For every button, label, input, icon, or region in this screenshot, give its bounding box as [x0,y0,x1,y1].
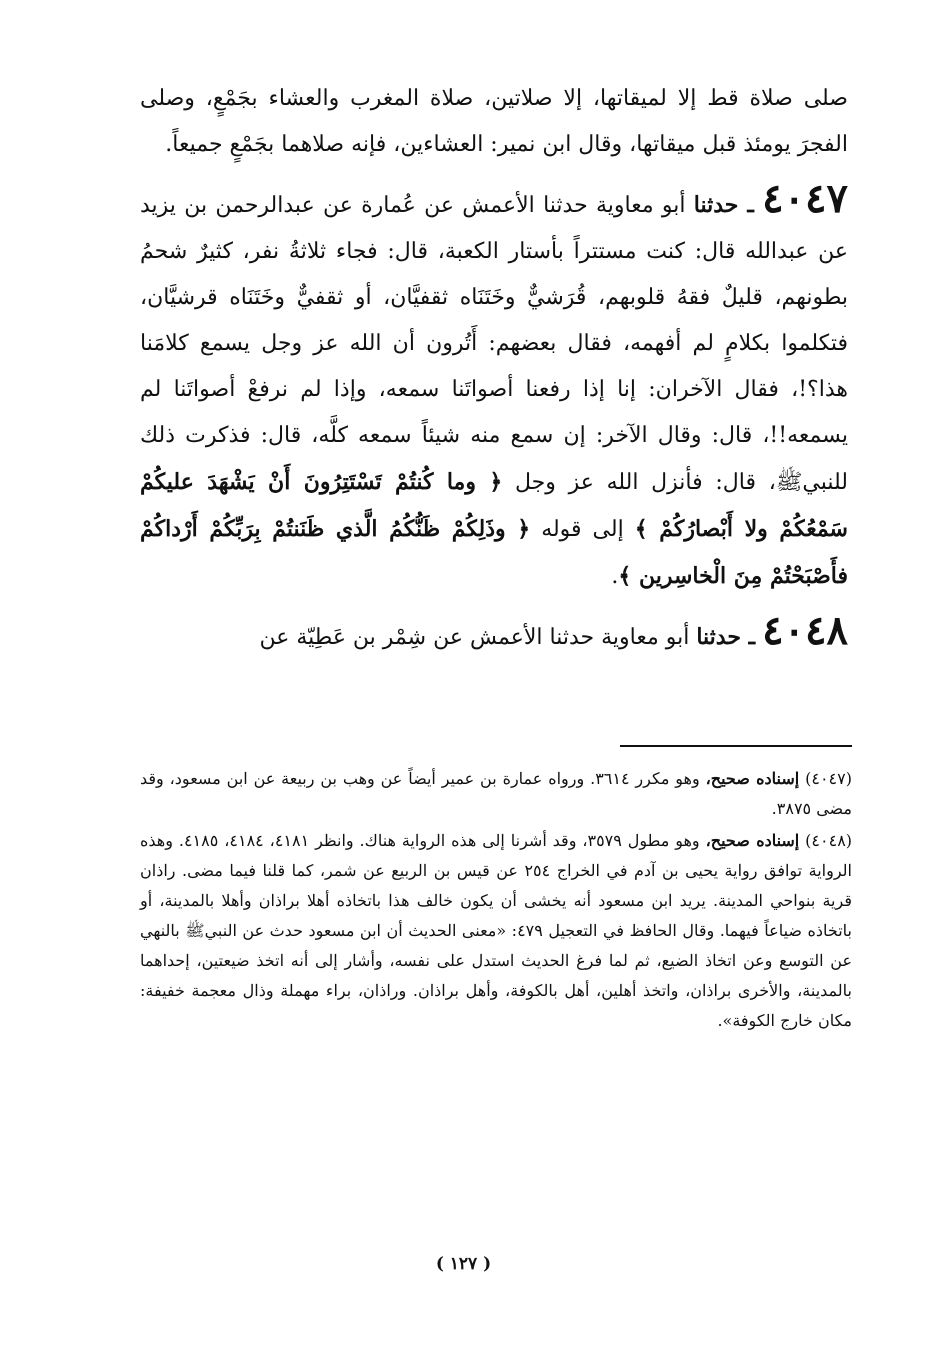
footnotes [140,764,852,1038]
hadith-lead: ـ حدثنا [693,192,754,218]
footnote-text: وهو مكرر ٣٦١٤. ورواه عمارة بن عمير أيضاً عن وهب بن ربيعة عن ابن مسعود، وقد مضى ٣٨٧٥. [140,769,852,818]
footnote-ref: (٤٠٤٨) [805,831,853,850]
footnote-grade: إسناده صحيح، [705,831,800,850]
hadith-text: أبو معاوية حدثنا الأعمش عن شِمْر بن عَطِيّة عن [259,625,690,650]
hadith-number: ٤٠٤٧ [762,175,848,222]
footnote [140,764,852,824]
hadith-4048 [140,608,848,661]
footnote-grade: إسناده صحيح، [705,769,800,788]
quran-verse: ﴿ وما كُنتُمْ تَسْتَتِرُونَ أَنْ يَشْهَدَ عليكُمْ سَمْعُكُمْ ولا أَبْصارُكُمْ ﴾ [140,469,848,542]
end-punctuation: . [611,564,619,589]
page-number: ( ١٢٧ ) [435,1254,492,1274]
hadith-4047 [140,176,848,600]
connector-text: إلى قوله [541,517,624,542]
quran-verse: ﴿ وذَلِكُمْ ظَنُّكُمُ الَّذي ظَنَنتُمْ بِرَبِّكُمْ أَرْداكُمْ فأَصْبَحْتُمْ مِنَ الْخاسِرين ﴾ [140,516,848,589]
main-text [140,76,848,661]
continuation-paragraph: صلى صلاة قط إلا لميقاتها، إلا صلاتين، صلاة المغرب والعشاء بجَمْعٍ، وصلى الفجرَ يومئذ قبل ميقاتها، وقال ابن نمير: العشاءين، فإنه صلاهما بجَمْعٍ جميعاً. [140,86,848,157]
footnote-ref: (٤٠٤٧) [805,769,852,788]
footnote-text: وهو مطول ٣٥٧٩، وقد أشرنا إلى هذه الرواية هناك. وانظر ٤١٨١، ٤١٨٤، ٤١٨٥. وهذه الرواية توافق رواية يحيى بن آدم في الخراج ٢٥٤ عن قيس بن الربيع عن شمر، كما قلنا فيما مضى. راذان قرية بنواحي المدينة. يريد ابن مسعود أنه يخشى أن يكون خالف هذا باتخاذه أهلا براذان وأهلا بالمدينة، أو باتخاذه ضياعاً فيهما. وقال الحافظ في التعجيل ٤٧٩: «معنى الحديث أن ابن مسعود حدث عن النبيﷺ بالنهي عن التوسع وعن اتخاذ الضيع، ثم لما فرغ الحديث استدل على نفسه، وأشار إلى أنه اتخذ ضيعتين، إحداهما بالمدينة، والأخرى براذان، واتخذ أهلين، أهل بالكوفة، وأهل براذان. وراذان، براء مهملة وذال معجمة خفيفة: مكان خارج الكوفة». [140,831,852,1030]
footnote [140,826,852,1036]
footnote-divider [620,745,852,747]
hadith-text: أبو معاوية حدثنا الأعمش عن عُمارة عن عبدالرحمن بن يزيد عن عبدالله قال: كنت مستتراً بأستار الكعبة، قال: فجاء ثلاثةُ نفر، كثيرٌ شحمُ بطونهم، قليلٌ فقهُ قلوبهم، قُرَشيٌّ وخَتَنَاه ثقفيَّان، أو ثقفيٌّ وخَتَنَاه قرشيَّان، فتكلموا بكلامٍ لم أفهمه، فقال بعضهم: أَتُرون أن الله عز وجل يسمع كلامَنا هذا؟!، فقال الآخران: إنا إذا رفعنا أصواتَنا سمعه، وإذا لم نرفعْ أصواتَنا لم يسمعه!!، قال: وقال الآخر: إن سمع منه شيئاً سمعه كلَّه، قال: فذكرت ذلك للنبيﷺ، قال: فأنزل الله عز وجل [140,193,848,495]
hadith-number: ٤٠٤٨ [762,607,848,654]
hadith-lead: ـ حدثنا [696,624,756,650]
